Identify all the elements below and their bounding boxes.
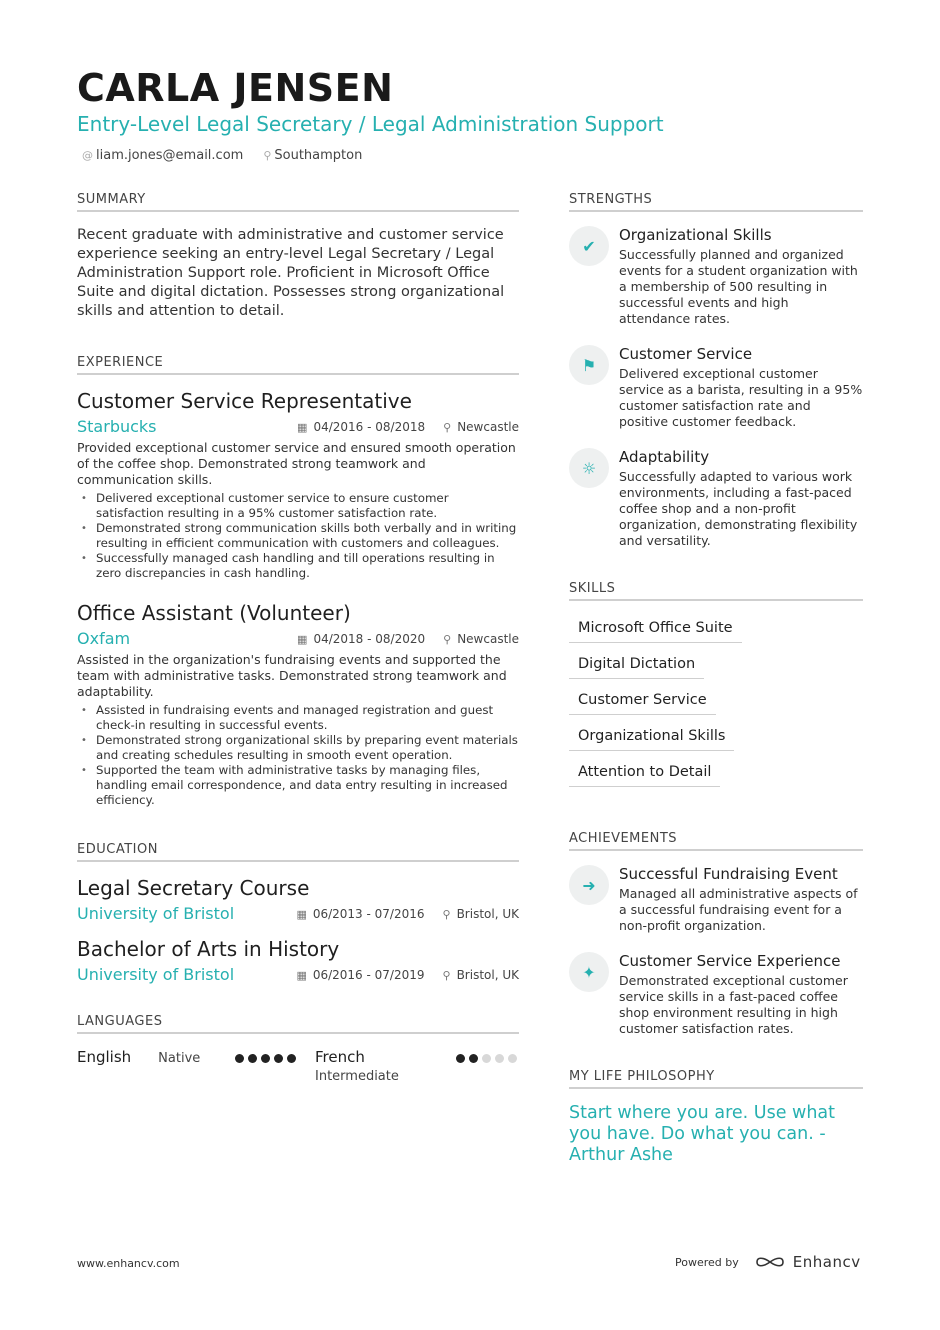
location-contact — [263, 148, 362, 163]
job-meta — [77, 417, 519, 436]
job-bullet: • Supported the team with administrative tasks by managing files, handling email correspondence, and data entry resulting in increased efficiency. — [77, 763, 519, 808]
rating-dot — [508, 1054, 517, 1063]
skill-tag: Microsoft Office Suite — [569, 612, 742, 643]
job-bullet: • Demonstrated strong organizational skills by preparing event materials and creating schedules resulting in smooth event operation. — [77, 733, 519, 763]
location-pin-icon: ⚲ — [443, 420, 452, 434]
location-pin-icon: ⚲ — [442, 907, 451, 921]
job-bullet: • Successfully managed cash handling and till operations resulting in zero discrepancies in cash handling. — [77, 551, 519, 581]
rating-dot — [482, 1054, 491, 1063]
job-title: Office Assistant (Volunteer) — [77, 601, 351, 625]
strengths-heading: STRENGTHS — [569, 192, 863, 212]
rating-dot — [274, 1054, 283, 1063]
right-column — [569, 192, 863, 1166]
rating-dot — [261, 1054, 270, 1063]
contact-info — [82, 148, 362, 163]
language-name: French — [315, 1048, 365, 1066]
school-name: University of Bristol — [77, 904, 235, 923]
job-company: Oxfam — [77, 629, 131, 648]
language-name: English — [77, 1048, 132, 1066]
strength-title: Customer Service — [619, 345, 753, 363]
school-name: University of Bristol — [77, 965, 235, 984]
job-description: Provided exceptional customer service and ensured smooth operation of the coffee shop. Demonstrated strong teamwork and communication skills. — [77, 440, 516, 487]
skills-list — [569, 607, 863, 787]
language-rating — [456, 1054, 517, 1063]
skill-tag: Organizational Skills — [569, 720, 734, 751]
education-entry — [77, 937, 519, 984]
check-icon: ✔ — [569, 226, 609, 266]
job-bullet: • Demonstrated strong communication skills both verbally and in writing resulting in efficient communication with customers and colleagues. — [77, 521, 519, 551]
education-heading: EDUCATION — [77, 842, 519, 862]
enhancv-logo-icon — [755, 1255, 785, 1269]
job-dates: 04/2018 - 08/2020 — [313, 631, 426, 646]
rating-dot — [469, 1054, 478, 1063]
skill-tag: Attention to Detail — [569, 756, 720, 787]
achievement-item — [569, 952, 863, 1037]
strength-item — [569, 345, 863, 430]
brand-name: Enhancv — [792, 1253, 861, 1271]
calendar-icon: ▦ — [297, 632, 308, 646]
summary-heading: SUMMARY — [77, 192, 519, 212]
calendar-icon: ▦ — [296, 968, 307, 982]
language-level: Intermediate — [315, 1069, 399, 1084]
skill-tag: Digital Dictation — [569, 648, 704, 679]
job-bullet: • Delivered exceptional customer service to ensure customer satisfaction resulting in a 95% customer satisfaction rate. — [77, 491, 519, 521]
education-dates: 06/2016 - 07/2019 — [312, 967, 425, 982]
skills-heading: SKILLS — [569, 581, 863, 601]
rating-dot — [456, 1054, 465, 1063]
job-entry — [77, 389, 519, 581]
at-icon: @ — [82, 149, 93, 162]
experience-heading: EXPERIENCE — [77, 355, 519, 375]
philosophy-quote: Start where you are. Use what you have. Do what you can. - Arthur Ashe — [569, 1103, 836, 1165]
rating-dot — [248, 1054, 257, 1063]
education-dates: 06/2013 - 07/2016 — [312, 906, 425, 921]
rating-dot — [235, 1054, 244, 1063]
candidate-name: CARLA JENSEN — [77, 66, 394, 110]
job-dates: 04/2016 - 08/2018 — [313, 419, 426, 434]
rating-dot — [495, 1054, 504, 1063]
job-entry — [77, 601, 519, 808]
skill-tag: Customer Service — [569, 684, 716, 715]
achievements-heading: ACHIEVEMENTS — [569, 831, 863, 851]
strength-description: Delivered exceptional customer service as a barista, resulting in a 95% customer satisfaction rate and positive customer feedback. — [619, 366, 863, 429]
degree-title: Legal Secretary Course — [77, 876, 310, 900]
achievement-description: Demonstrated exceptional customer service skills in a fast-paced coffee shop environment resulting in high customer satisfaction rates. — [619, 973, 848, 1036]
achievement-title: Successful Fundraising Event — [619, 865, 838, 883]
location-text: Southampton — [274, 148, 363, 163]
location-pin-icon: ⚲ — [263, 149, 272, 162]
achievement-description: Managed all administrative aspects of a successful fundraising event for a non-profit organization. — [619, 886, 858, 933]
strength-item — [569, 226, 863, 327]
strength-item — [569, 448, 863, 549]
job-meta — [77, 629, 519, 648]
lightning-icon: ➜ — [569, 865, 609, 905]
job-bullet: • Assisted in fundraising events and managed registration and guest check-in resulting in successful events. — [77, 703, 519, 733]
job-bullets — [77, 491, 519, 581]
education-location: Bristol, UK — [456, 967, 519, 982]
job-title: Customer Service Representative — [77, 389, 412, 413]
job-location: Newcastle — [457, 631, 519, 646]
languages-heading: LANGUAGES — [77, 1014, 519, 1034]
strength-description: Successfully planned and organized events for a student organization with a membership of 500 resulting in successful events and high attendance rates. — [619, 247, 858, 326]
email-text: liam.jones@email.com — [96, 148, 244, 163]
strength-description: Successfully adapted to various work environments, including a fast-paced coffee shop and a non-profit organization, demonstrating flexibility and versatility. — [619, 469, 858, 548]
degree-title: Bachelor of Arts in History — [77, 937, 340, 961]
philosophy-heading: MY LIFE PHILOSOPHY — [569, 1069, 863, 1089]
strength-title: Organizational Skills — [619, 226, 772, 244]
calendar-icon: ▦ — [296, 907, 307, 921]
powered-by-text: Powered by — [675, 1255, 739, 1269]
language-level: Native — [158, 1051, 201, 1066]
flag-icon: ⚑ — [569, 345, 609, 385]
brand-logo[interactable] — [755, 1253, 861, 1271]
location-pin-icon: ⚲ — [443, 632, 452, 646]
calendar-icon: ▦ — [297, 420, 308, 434]
rating-dot — [287, 1054, 296, 1063]
lightbulb-icon: ☼ — [569, 448, 609, 488]
achievement-item — [569, 865, 863, 934]
job-description: Assisted in the organization's fundraising events and supported the team with administrative tasks. Demonstrated strong teamwork and adaptability. — [77, 652, 507, 699]
strength-title: Adaptability — [619, 448, 710, 466]
email-contact[interactable] — [82, 148, 243, 163]
languages-list — [77, 1048, 519, 1084]
magic-wand-icon: ✦ — [569, 952, 609, 992]
summary-text: Recent graduate with administrative and customer service experience seeking an entry-level Legal Secretary / Legal Administration Support role. Proficient in Microsoft Office Suite and digital dictation. Possesses strong organizational skills and attention to detail. — [77, 227, 505, 319]
footer-website[interactable]: www.enhancv.com — [77, 1257, 180, 1270]
job-location: Newcastle — [457, 419, 519, 434]
education-location: Bristol, UK — [456, 906, 519, 921]
language-item — [77, 1048, 298, 1084]
job-bullets — [77, 703, 519, 808]
left-column — [77, 192, 519, 1084]
candidate-title: Entry-Level Legal Secretary / Legal Administration Support — [77, 112, 664, 136]
education-entry — [77, 876, 519, 923]
job-company: Starbucks — [77, 417, 157, 436]
footer-branding — [675, 1253, 861, 1271]
location-pin-icon: ⚲ — [442, 968, 451, 982]
language-item — [298, 1048, 519, 1084]
language-rating — [235, 1054, 296, 1063]
achievement-title: Customer Service Experience — [619, 952, 841, 970]
